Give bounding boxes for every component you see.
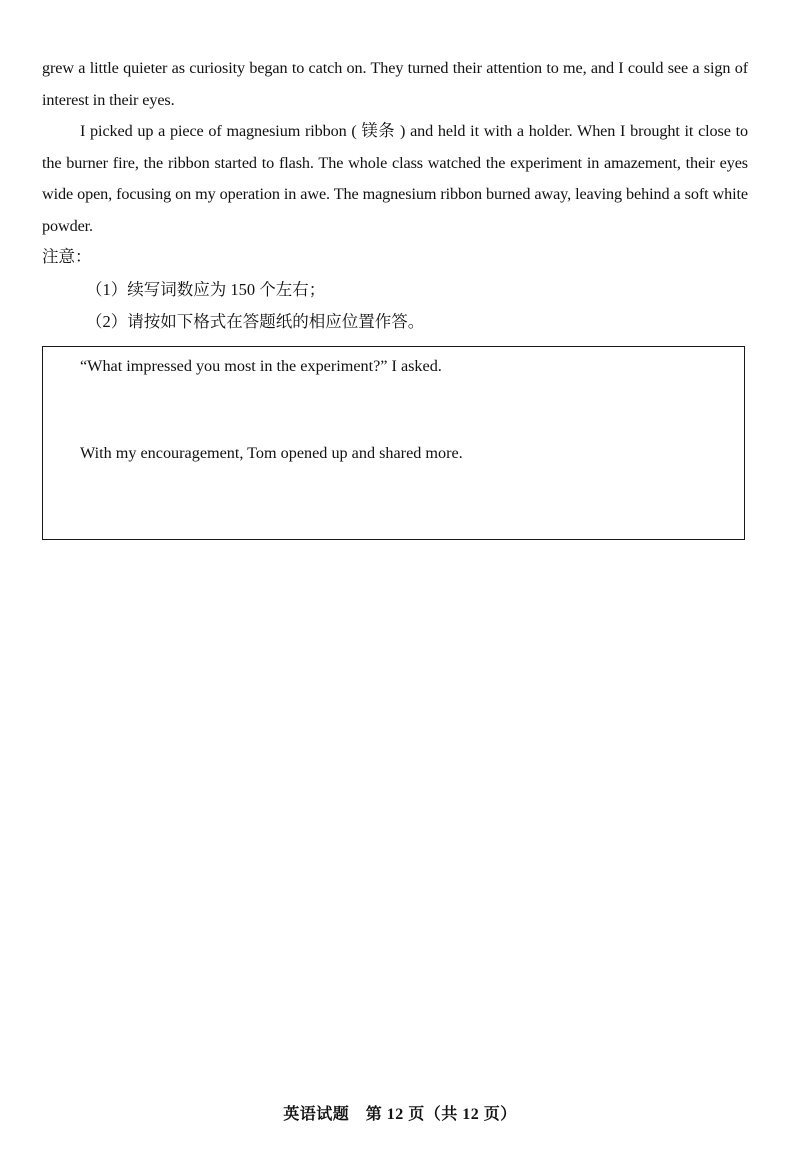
note-item-1: （1）续写词数应为 150 个左右； (86, 280, 326, 299)
answer-box-opening-line-1: “What impressed you most in the experiment?” I asked. (80, 357, 442, 375)
notes-heading: 注意： (42, 247, 92, 266)
answer-box-opening-line-2: With my encouragement, Tom opened up and shared more. (80, 444, 463, 462)
passage-paragraph-1: grew a little quieter as curiosity began to catch on. They turned their attention to me, and I could see a sign of interest in their eyes. (42, 59, 748, 109)
passage-paragraph-2: I picked up a piece of magnesium ribbon ( 镁条 ) and held it with a holder. When I brought it close to the burner fire, the ribbon started to flash. The whole class watched the experiment in amazement, their eyes wide open, focusing on my operation in awe. The magnesium ribbon burned away, leaving behind a soft white powder. (42, 122, 748, 235)
answer-box (42, 346, 745, 540)
note-item-2: （2）请按如下格式在答题纸的相应位置作答。 (86, 312, 425, 331)
page-footer: 英语试题 第 12 页（共 12 页） (283, 1106, 517, 1123)
